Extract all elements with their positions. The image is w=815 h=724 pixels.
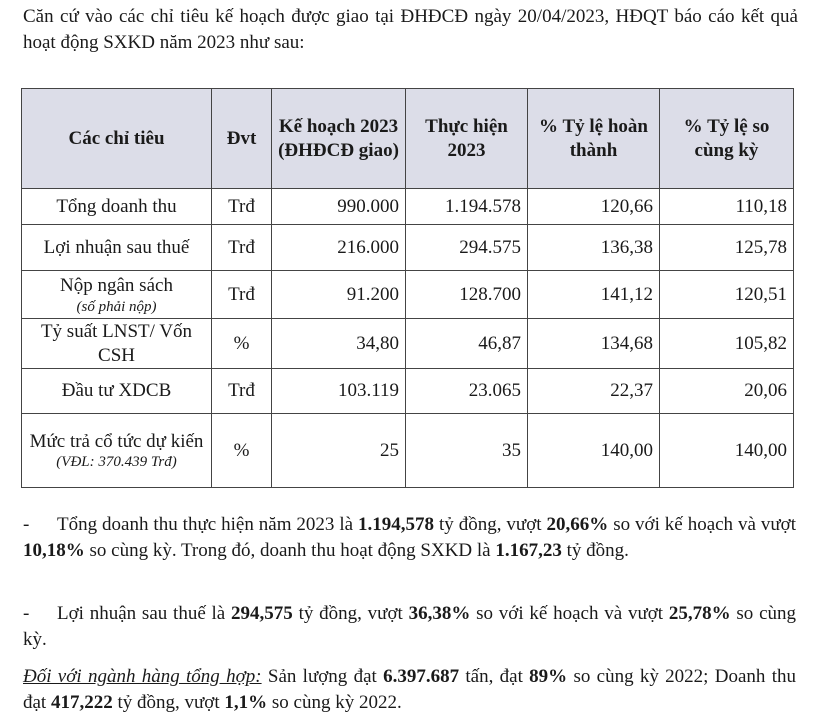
text: Tổng doanh thu thực hiện năm 2023 là [57, 514, 359, 535]
text: so cùng kỳ 2022. [267, 692, 402, 713]
row-actual: 294.575 [406, 225, 528, 271]
row-actual: 23.065 [406, 369, 528, 414]
row-name-cell [22, 414, 212, 488]
row-actual: 46,87 [406, 319, 528, 369]
row-yoy: 120,51 [660, 271, 794, 319]
table-header-row [22, 89, 794, 189]
bold-value: 294,575 [231, 603, 293, 624]
text: Sản lượng đạt [261, 666, 384, 687]
row-completion: 136,38 [528, 225, 660, 271]
text: Lợi nhuận sau thuế là [57, 603, 232, 624]
results-table [21, 88, 794, 488]
row-unit: % [212, 414, 272, 488]
bullet-dash: - [23, 514, 30, 535]
section-general-goods [23, 664, 796, 716]
bold-value: 89% [529, 666, 568, 687]
bold-value: 417,222 [50, 692, 113, 713]
row-name: Mức trả cổ tức dự kiến [29, 431, 204, 452]
text: tỷ đồng, vượt [434, 514, 547, 535]
bold-value: 1.167,23 [495, 540, 562, 561]
bold-value: 1.194,578 [358, 514, 435, 535]
table-row [22, 319, 794, 369]
header-completion: % Tỷ lệ hoàn thành [528, 89, 660, 189]
text: so với kế hoạch và vượt [470, 603, 669, 624]
text: so cùng kỳ 2022; Doanh thu đạt [23, 666, 796, 713]
text: so cùng kỳ. [23, 603, 796, 650]
table-row [22, 189, 794, 225]
row-unit: % [212, 319, 272, 369]
row-plan: 103.119 [272, 369, 406, 414]
bullet-revenue [23, 512, 796, 564]
bold-value: 10,18% [23, 540, 85, 561]
header-actual: Thực hiện 2023 [406, 89, 528, 189]
row-unit: Trđ [212, 369, 272, 414]
bold-value: 1,1% [224, 692, 268, 713]
row-name: Lợi nhuận sau thuế [22, 225, 212, 271]
row-plan: 34,80 [272, 319, 406, 369]
table-row [22, 225, 794, 271]
bullet-dash: - [23, 603, 30, 624]
bold-value: 6.397.687 [383, 666, 460, 687]
row-plan: 216.000 [272, 225, 406, 271]
text: tỷ đồng. [561, 540, 629, 561]
bold-value: 36,38% [408, 603, 471, 624]
intro-paragraph: Căn cứ vào các chỉ tiêu kế hoạch được giao tại ĐHĐCĐ ngày 20/04/2023, HĐQT báo cáo kết quả hoạt động SXKD năm 2023 như sau: [23, 6, 798, 53]
text: so với kế hoạch và vượt [608, 514, 797, 535]
row-name: Nộp ngân sách [60, 275, 173, 296]
text: so cùng kỳ. Trong đó, doanh thu hoạt động SXKD là [84, 540, 496, 561]
row-name-cell [22, 271, 212, 319]
row-actual: 128.700 [406, 271, 528, 319]
row-actual: 35 [406, 414, 528, 488]
row-name: Tỷ suất LNST/ Vốn CSH [22, 319, 212, 369]
row-note: (số phải nộp) [76, 299, 157, 315]
row-plan: 990.000 [272, 189, 406, 225]
bold-value: 25,78% [668, 603, 731, 624]
bold-value: 20,66% [546, 514, 609, 535]
row-yoy: 20,06 [660, 369, 794, 414]
text: tấn, đạt [459, 666, 530, 687]
row-completion: 134,68 [528, 319, 660, 369]
row-note: (VĐL: 370.439 Trđ) [56, 454, 177, 470]
row-yoy: 125,78 [660, 225, 794, 271]
section-label: Đối với ngành hàng tổng hợp: [23, 666, 262, 687]
row-plan: 25 [272, 414, 406, 488]
row-actual: 1.194.578 [406, 189, 528, 225]
table-row [22, 369, 794, 414]
row-completion: 140,00 [528, 414, 660, 488]
row-yoy: 110,18 [660, 189, 794, 225]
text: tỷ đồng, vượt [292, 603, 409, 624]
row-unit: Trđ [212, 189, 272, 225]
row-completion: 141,12 [528, 271, 660, 319]
row-unit: Trđ [212, 271, 272, 319]
row-plan: 91.200 [272, 271, 406, 319]
row-name: Tổng doanh thu [22, 189, 212, 225]
header-indicator: Các chỉ tiêu [22, 89, 212, 189]
row-completion: 22,37 [528, 369, 660, 414]
table-row [22, 414, 794, 488]
row-unit: Trđ [212, 225, 272, 271]
header-plan: Kế hoạch 2023 (ĐHĐCĐ giao) [272, 89, 406, 189]
row-name: Đầu tư XDCB [22, 369, 212, 414]
text: tỷ đồng, vượt [112, 692, 225, 713]
row-completion: 120,66 [528, 189, 660, 225]
row-yoy: 105,82 [660, 319, 794, 369]
header-unit: Đvt [212, 89, 272, 189]
bullet-profit [23, 601, 796, 653]
table-row [22, 271, 794, 319]
header-yoy: % Tỷ lệ so cùng kỳ [660, 89, 794, 189]
row-yoy: 140,00 [660, 414, 794, 488]
